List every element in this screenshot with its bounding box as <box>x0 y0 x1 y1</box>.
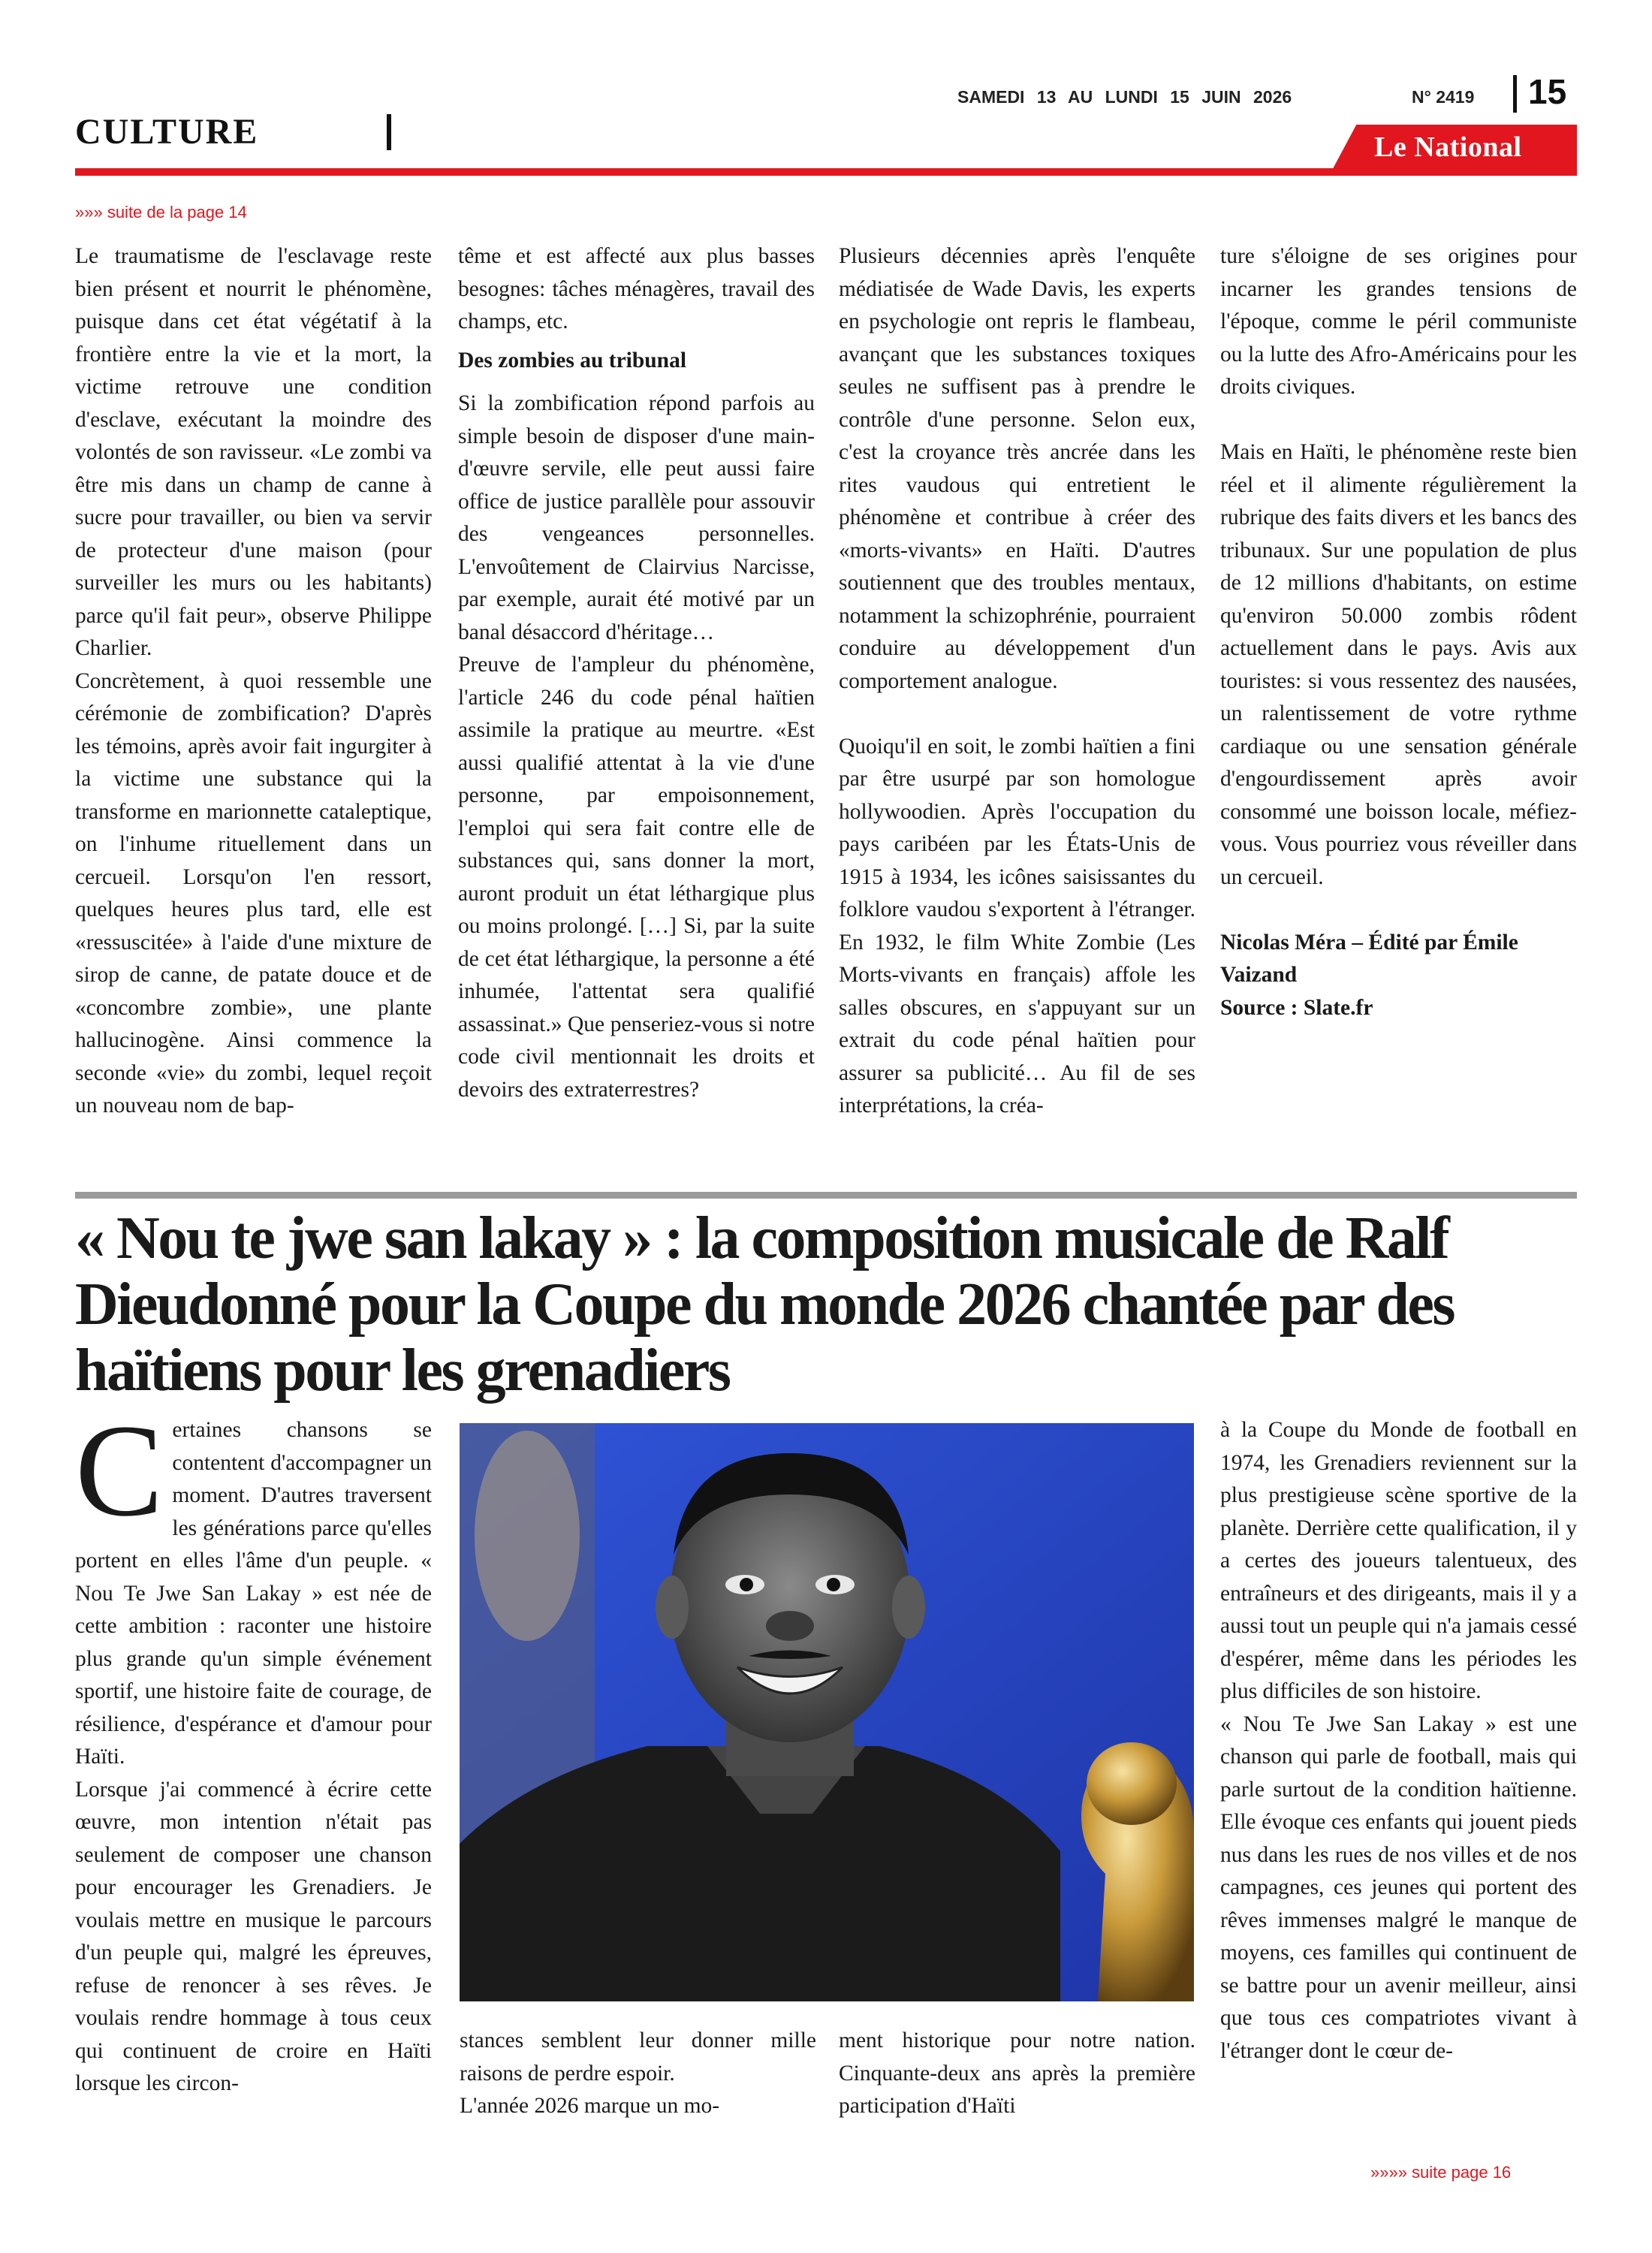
issue-date: SAMEDI 13 AU LUNDI 15 JUIN 2026 <box>957 87 1292 107</box>
article-photo <box>460 1423 1194 2001</box>
paragraph: « Nou Te Jwe San Lakay » est une chanson qui parle de football, mais qui parle surtout de la condition haïtienne. Elle évoque ces enfants qui jouent pieds nus dans les rues de nos villes et de nos campagnes, ces jeunes qui portent des rêves immenses malgré le manque de moyens, ces familles qui continuent de se battre pour un avenir meilleur, ainsi que tous ces compatriotes vivant à l'étranger dont le cœur de- <box>1220 1712 1577 2063</box>
paragraph: L'année 2026 marque un mo- <box>460 2094 720 2118</box>
article2-column-1 <box>75 1414 432 2113</box>
paragraph: Lorsque j'ai commencé à écrire cette œuvre, mon intention n'était pas seulement de composer une chanson pour encourager les Grenadiers. Je voulais mettre en musique le parcours d'un peuple qui, malgré les épreuves, refuse de renoncer à ses rêves. Je voulais rendre hommage à tous ceux qui continuent de croire en Haïti lorsque les circon- <box>75 1777 432 2095</box>
drop-cap: C <box>75 1414 164 1544</box>
article-headline: « Nou te jwe san lakay » : la composition musicale de Ralf Dieudonné pour la Coupe du monde 2026 chantée par des haïtiens pour les grenadiers <box>75 1205 1454 1404</box>
page-number-divider <box>1513 75 1517 113</box>
paragraph: tême et est affecté aux plus basses besognes: tâches ménagères, travail des champs, etc. <box>458 244 815 333</box>
article2-column-4 <box>1220 1414 1577 2128</box>
paragraph: Preuve de l'ampleur du phénomène, l'article 246 du code pénal haïtien assimile la pratique au meurtre. «Est aussi qualifié attentat à la vie d'une personne, par empoisonnement, l'emploi qui sera fait contre elle de substances qui, sans donner la mort, auront produit un état léthargique plus ou moins prolongé. […] Si, par la suite de cet état léthargique, la personne a été inhumée, l'attentat sera qualifié assassinat.» Que penseriez-vous si notre code civil mentionnait les droits et devoirs des extraterrestres? <box>458 653 815 1102</box>
article2-column-2 <box>460 2025 816 2126</box>
article1-column-1 <box>75 240 432 1188</box>
article1-column-2 <box>458 240 815 1188</box>
section-label: CULTURE <box>75 112 259 152</box>
source-credit: Source : Slate.fr <box>1220 995 1373 1020</box>
paragraph: ment historique pour notre nation. Cinquante-deux ans après la première participation d'Haïti <box>839 2028 1195 2118</box>
paragraph: Quoiqu'il en soit, le zombi haïtien a fini par être usurpé par son homologue hollywoodien. Après l'occupation du pays caribéen par les États-Unis de 1915 à 1934, les icônes saisissantes du folklore vaudou s'exportent à l'étranger. En 1932, le film White Zombie (Les Morts-vivants en français) affole les salles obscures, en s'appuyant sur un extrait du code pénal haïtien pour assurer sa publicité… Au fil de ses interprétations, la créa- <box>839 734 1195 1117</box>
paragraph: Concrètement, à quoi ressemble une cérémonie de zombification? D'après les témoins, après avoir fait ingurgiter à la victime une substance qui la transforme en marionnette cataleptique, on l'inhume rituellement dans un cercueil. Lorsqu'on l'en ressort, quelques heures plus tard, elle est «ressuscitée» à l'aide d'une mixture de sirop de canne, de patate douce et de «concombre zombie», une plante hallucinogène. Ainsi commence la seconde «vie» du zombi, lequel reçoit un nouveau nom de bap- <box>75 668 432 1117</box>
paragraph: à la Coupe du Monde de football en 1974, les Grenadiers reviennent sur la plus prestigieuse scène sportive de la planète. Derrière cette qualification, il y a certes des joueurs talentueux, des entraîneurs et des dirigeants, mais il y a aussi tout un peuple qui n'a jamais cessé d'espérer, même dans les périodes les plus difficiles de son histoire. <box>1220 1418 1577 1703</box>
section-divider <box>387 114 391 150</box>
article1-column-4 <box>1220 240 1577 1188</box>
paragraph: stances semblent leur donner mille raisons de perdre espoir. <box>460 2028 816 2086</box>
issue-number: N° 2419 <box>1412 87 1475 107</box>
subheading: Des zombies au tribunal <box>458 348 687 372</box>
continued-to-link[interactable]: »»»» suite page 16 <box>1370 2163 1512 2182</box>
article1-column-3 <box>839 240 1195 1188</box>
paragraph: Si la zombification répond parfois au simple besoin de disposer d'une main-d'œuvre servile, elle peut aussi faire office de justice parallèle pour assouvir des vengeances personnelles. L'envoûtement de Clairvius Narcisse, par exemple, aurait été motivé par un banal désaccord d'héritage… <box>458 391 815 644</box>
continued-from-link[interactable]: »»» suite de la page 14 <box>75 203 247 222</box>
newspaper-brand: Le National <box>1374 131 1522 163</box>
page-number: 15 <box>1528 72 1567 111</box>
paragraph: ertaines chansons se contentent d'accompagner un moment. D'autres traversent les générations parce qu'elles portent en elles l'âme d'un peuple. « Nou Te Jwe San Lakay » est née de cette ambition : raconter une histoire plus grande qu'un simple événement sportif, une histoire faite de courage, de résilience, d'espérance et d'amour pour Haïti. <box>75 1418 432 1769</box>
author-byline: Nicolas Méra – Édité par Émile Vaizand <box>1220 930 1518 987</box>
article2-column-3 <box>839 2025 1195 2126</box>
paragraph: Le traumatisme de l'esclavage reste bien présent et nourrit le phénomène, puisque dans cet état végétatif à la frontière entre la vie et la mort, la victime retrouve une condition d'esclave, exécutant la moindre des volontés de son ravisseur. «Le zombi va être mis dans un champ de canne à sucre pour travailler, ou bien va servir de protecteur d'une maison (pour surveiller les murs ou les habitants) parce qu'il fait peur», observe Philippe Charlier. <box>75 244 432 660</box>
paragraph: Plusieurs décennies après l'enquête médiatisée de Wade Davis, les experts en psychologie ont repris le flambeau, avançant que les substances toxiques seules ne suffisent pas à prendre le contrôle d'une personne. Selon eux, c'est la croyance très ancrée dans les rites vaudous qui entretient le phénomène et contribue à créer des «morts-vivants» en Haïti. D'autres soutiennent que des troubles mentaux, notamment la schizophrénie, pourraient conduire au développement d'un comportement analogue. <box>839 244 1195 693</box>
paragraph: ture s'éloigne de ses origines pour incarner les grandes tensions de l'époque, comme le péril communiste ou la lutte des Afro-Américains pour les droits civiques. <box>1220 244 1577 399</box>
paragraph: Mais en Haïti, le phénomène reste bien réel et il alimente régulièrement la rubrique des faits divers et les bancs des tribunaux. Sur une population de plus de 12 millions d'habitants, on estime qu'environ 50.000 zombis rôdent actuellement dans le pays. Avis aux touristes: si vous ressentez des nausées, un ralentissement de votre rythme cardiaque ou une sensation générale d'engourdissement après avoir consommé une boisson locale, méfiez-vous. Vous pourriez vous réveiller dans un cercueil. <box>1220 440 1577 889</box>
article-divider <box>75 1192 1577 1199</box>
